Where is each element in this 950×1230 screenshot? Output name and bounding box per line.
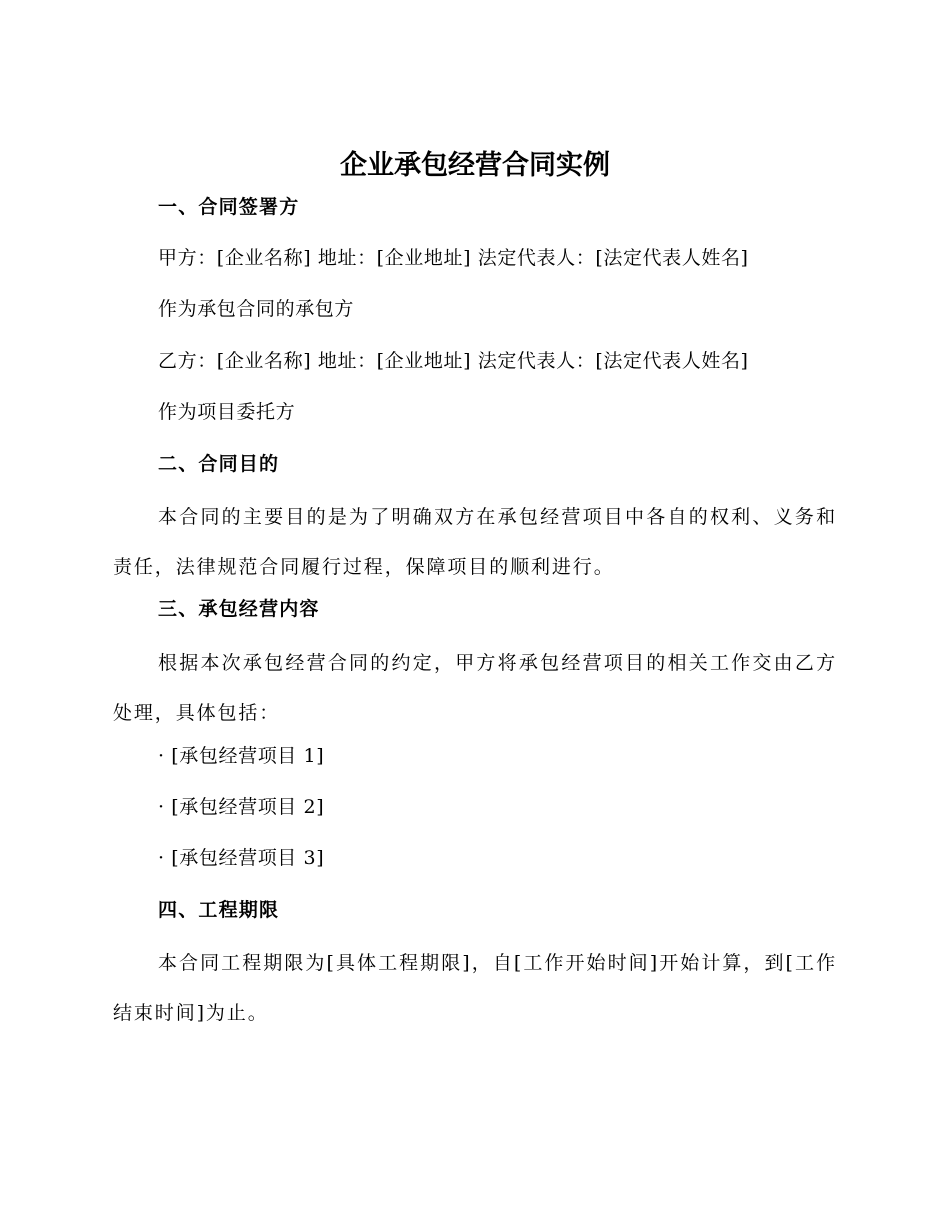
duration-paragraph: 本合同工程期限为[具体工程期限]，自[工作开始时间]开始计算，到[工作结束时间]为止。 xyxy=(113,952,837,1024)
content-paragraph: 根据本次承包经营合同的约定，甲方将承包经营项目的相关工作交由乙方处理，具体包括： xyxy=(113,652,837,724)
content-list-item: · [承包经营项目 1] xyxy=(158,745,325,767)
section-heading-duration: 四、工程期限 xyxy=(158,899,280,921)
party-b-role: 作为项目委托方 xyxy=(158,401,296,423)
document-title: 企业承包经营合同实例 xyxy=(340,150,610,181)
section-heading-content: 三、承包经营内容 xyxy=(158,598,320,620)
party-a-role: 作为承包合同的承包方 xyxy=(158,298,355,320)
content-list-item: · [承包经营项目 3] xyxy=(158,847,325,869)
party-a-info: 甲方：[企业名称] 地址：[企业地址] 法定代表人：[法定代表人姓名] xyxy=(158,247,749,269)
purpose-paragraph: 本合同的主要目的是为了明确双方在承包经营项目中各自的权利、义务和责任，法律规范合同履行过程，保障项目的顺利进行。 xyxy=(113,506,837,578)
section-heading-purpose: 二、合同目的 xyxy=(158,453,280,475)
section-heading-signatories: 一、合同签署方 xyxy=(158,196,300,218)
party-b-info: 乙方：[企业名称] 地址：[企业地址] 法定代表人：[法定代表人姓名] xyxy=(158,350,749,372)
content-list-item: · [承包经营项目 2] xyxy=(158,796,325,818)
